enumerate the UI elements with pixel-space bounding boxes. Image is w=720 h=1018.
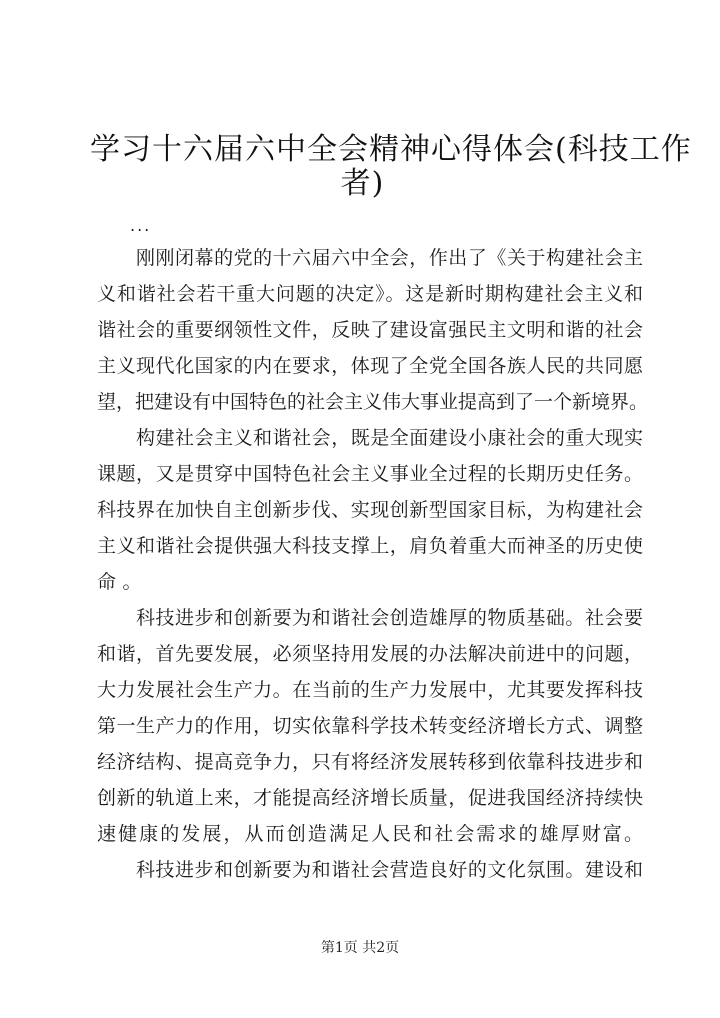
text-line: 科技进步和创新要为和谐社会创造雄厚的物质基础。社会要: [136, 607, 643, 629]
text-line: 科技界在加快自主创新步伐、实现创新型国家目标，为构建社会: [97, 499, 643, 521]
text-line: 创新的轨道上来，才能提高经济增长质量，促进我国经济持续快: [97, 787, 643, 809]
title-line: 学习十六届六中全会精神心得体会(科技工作: [90, 132, 692, 167]
ellipsis: ...: [130, 216, 152, 235]
paragraph: [97, 420, 643, 600]
paragraph: [97, 852, 643, 888]
text-line: 主义现代化国家的内在要求，体现了全党全国各族人民的共同愿: [97, 355, 643, 377]
text-line: 大力发展社会生产力。在当前的生产力发展中，尤其要发挥科技: [97, 679, 643, 701]
text-line: 课题，又是贯穿中国特色社会主义事业全过程的长期历史任务。: [97, 463, 643, 485]
paragraph: [97, 600, 643, 852]
document-title: [90, 132, 692, 201]
text-line: 经济结构、提高竞争力，只有将经济发展转移到依靠科技进步和: [97, 751, 643, 773]
document-body: [97, 240, 649, 888]
text-line: 望，把建设有中国特色的社会主义伟大事业提高到了一个新境界。: [97, 391, 649, 413]
text-line: 主义和谐社会提供强大科技支撑上，肩负着重大而神圣的历史使: [97, 535, 643, 557]
text-line: 第一生产力的作用，切实依靠科学技术转变经济增长方式、调整: [97, 715, 643, 737]
title-line: 者): [340, 166, 385, 201]
text-line: 谐社会的重要纲领性文件，反映了建设富强民主文明和谐的社会: [97, 319, 643, 341]
text-line: 刚刚闭幕的党的十六届六中全会，作出了《关于构建社会主: [136, 247, 643, 269]
text-line: 速健康的发展，从而创造满足人民和社会需求的雄厚财富。: [97, 823, 643, 845]
text-line: 命。: [97, 571, 149, 593]
text-line: 科技进步和创新要为和谐社会营造良好的文化氛围。建设和: [136, 859, 643, 881]
page-footer: 第1页 共2页: [320, 940, 400, 956]
text-line: 构建社会主义和谐社会，既是全面建设小康社会的重大现实: [136, 427, 643, 449]
text-line: 义和谐社会若干重大问题的决定》。这是新时期构建社会主义和: [97, 283, 643, 305]
paragraph: [97, 240, 649, 420]
text-line: 和谐，首先要发展，必须坚持用发展的办法解决前进中的问题，: [97, 643, 643, 665]
